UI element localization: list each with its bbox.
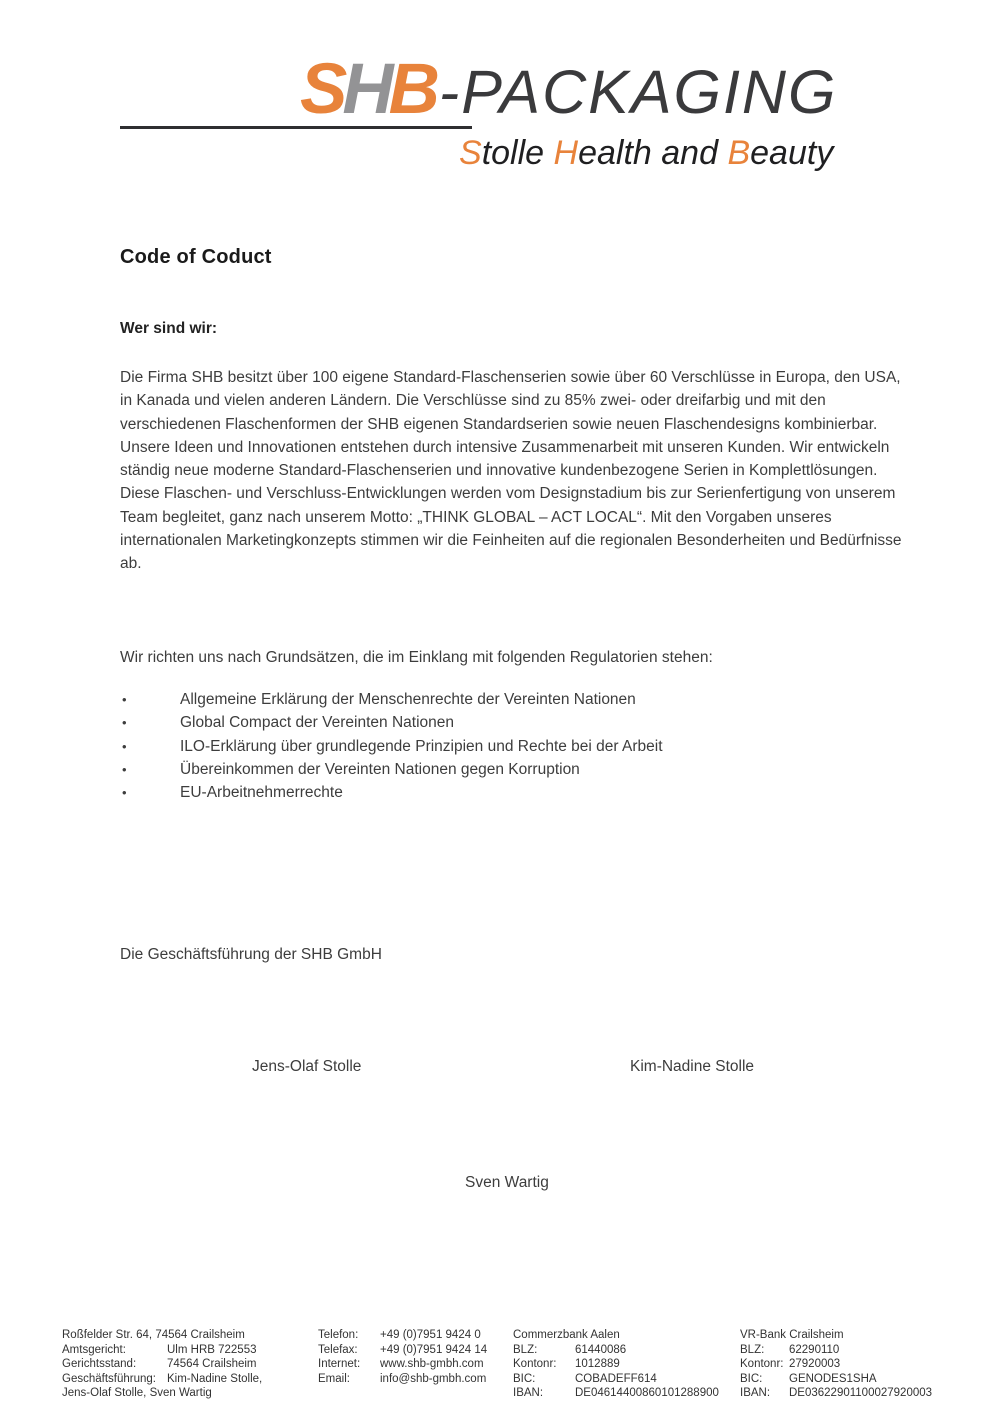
regulators-list xyxy=(120,688,912,804)
logo-letter-h: H xyxy=(342,50,389,129)
list-item: • Übereinkommen der Vereinten Nationen gegen Korruption xyxy=(120,758,912,781)
footer-row: Gerichtsstand: 74564 Crailsheim xyxy=(62,1358,257,1371)
footer-contact-column xyxy=(318,1328,508,1386)
list-item: • Allgemeine Erklärung der Menschenrechte der Vereinten Nationen xyxy=(120,688,912,711)
footer-row: BLZ: 62290110 xyxy=(740,1343,840,1356)
bullet-icon: • xyxy=(122,738,127,754)
footer-bank2-column xyxy=(740,1328,990,1401)
footer-bank1-column xyxy=(513,1328,738,1401)
footer-row: BLZ: 61440086 xyxy=(513,1343,627,1356)
logo-packaging-text: -PACKAGING xyxy=(438,58,838,126)
signature-name: Jens-Olaf Stolle xyxy=(252,1058,362,1075)
logo-letter-s: S xyxy=(300,50,343,129)
footer-managers-line: Jens-Olaf Stolle, Sven Wartig xyxy=(62,1387,212,1400)
section-heading: Wer sind wir: xyxy=(120,320,218,337)
page-title: Code of Coduct xyxy=(120,246,272,268)
footer-bank-name: Commerzbank Aalen xyxy=(513,1329,620,1341)
logo-tagline: Stolle Health and Beauty xyxy=(459,134,834,172)
footer-row: BIC: COBADEFF614 xyxy=(513,1372,657,1385)
footer-row: Email: info@shb-gmbh.com xyxy=(318,1372,508,1387)
footer-bank-name: VR-Bank Crailsheim xyxy=(740,1329,844,1341)
body-text xyxy=(120,366,912,576)
logo-shb-wordmark xyxy=(300,50,435,129)
logo-letter-b: B xyxy=(388,50,435,129)
paragraph: Die Firma SHB besitzt über 100 eigene Standard-Flaschenserien sowie über 60 Verschlüsse in Europa, den USA, in Kanada und vielen anderen Ländern. Die Verschlüsse sind zu 85% zwei- oder dreifarbig und mit den verschiedenen Flaschenformen der SHB eigenen Standardserien sowie neuen Flaschendesigns kombinierbar. xyxy=(120,369,901,433)
paragraph: Unsere Ideen und Innovationen entstehen durch intensive Zusammenarbeit mit unseren Kunden. Wir entwickeln ständig neue moderne Standard-Flaschenserien und innovative kundenbezogene Serien in Komplettlösungen. Diese Flaschen- und Verschluss-Entwicklungen werden vom Designstadium bis zur Serienfertigung von unserem Team begleitet, ganz nach unserem Motto: „THINK GLOBAL – ACT LOCAL“. Mit den Vorgaben unseres internationalen Marketingkonzepts stimmen wir die Feinheiten auf die regionalen Besonderheiten und Bedürfnisse ab. xyxy=(120,438,902,573)
footer-row: Kontonr: 1012889 xyxy=(513,1358,620,1371)
footer-row: Telefon: +49 (0)7951 9424 0 xyxy=(318,1329,481,1341)
regulators-intro: Wir richten uns nach Grundsätzen, die im Einklang mit folgenden Regulatorien stehen: xyxy=(120,649,713,666)
bullet-icon: • xyxy=(122,761,127,777)
signature-name: Sven Wartig xyxy=(465,1174,549,1191)
list-item: • EU-Arbeitnehmerrechte xyxy=(120,781,912,804)
footer-row: Kontonr: 27920003 xyxy=(740,1358,841,1371)
footer-email: info@shb-gmbh.com xyxy=(380,1372,487,1385)
footer-row: BIC: GENODES1SHA xyxy=(740,1372,877,1385)
management-line: Die Geschäftsführung der SHB GmbH xyxy=(120,946,382,963)
bullet-icon: • xyxy=(122,785,127,801)
company-logo xyxy=(300,50,838,129)
footer-row: Amtsgericht: Ulm HRB 722553 xyxy=(62,1343,257,1356)
footer-row: IBAN: DE03622901100027920003 xyxy=(740,1387,933,1400)
footer-row: Geschäftsführung: Kim-Nadine Stolle, xyxy=(62,1372,263,1385)
signature-name: Kim-Nadine Stolle xyxy=(630,1058,755,1075)
footer-row: Internet: www.shb-gmbh.com xyxy=(318,1357,508,1372)
footer-row: IBAN: DE04614400860101288900 xyxy=(513,1387,719,1400)
footer-website: www.shb-gmbh.com xyxy=(380,1358,484,1371)
bullet-icon: • xyxy=(122,715,127,731)
list-item: • Global Compact der Vereinten Nationen xyxy=(120,711,912,734)
bullet-icon: • xyxy=(122,692,127,707)
footer-row: Telefax: +49 (0)7951 9424 14 xyxy=(318,1343,488,1356)
footer-company-column xyxy=(62,1328,317,1401)
list-item: • ILO-Erklärung über grundlegende Prinzipien und Rechte bei der Arbeit xyxy=(120,735,912,758)
footer-address: Roßfelder Str. 64, 74564 Crailsheim xyxy=(62,1329,245,1341)
